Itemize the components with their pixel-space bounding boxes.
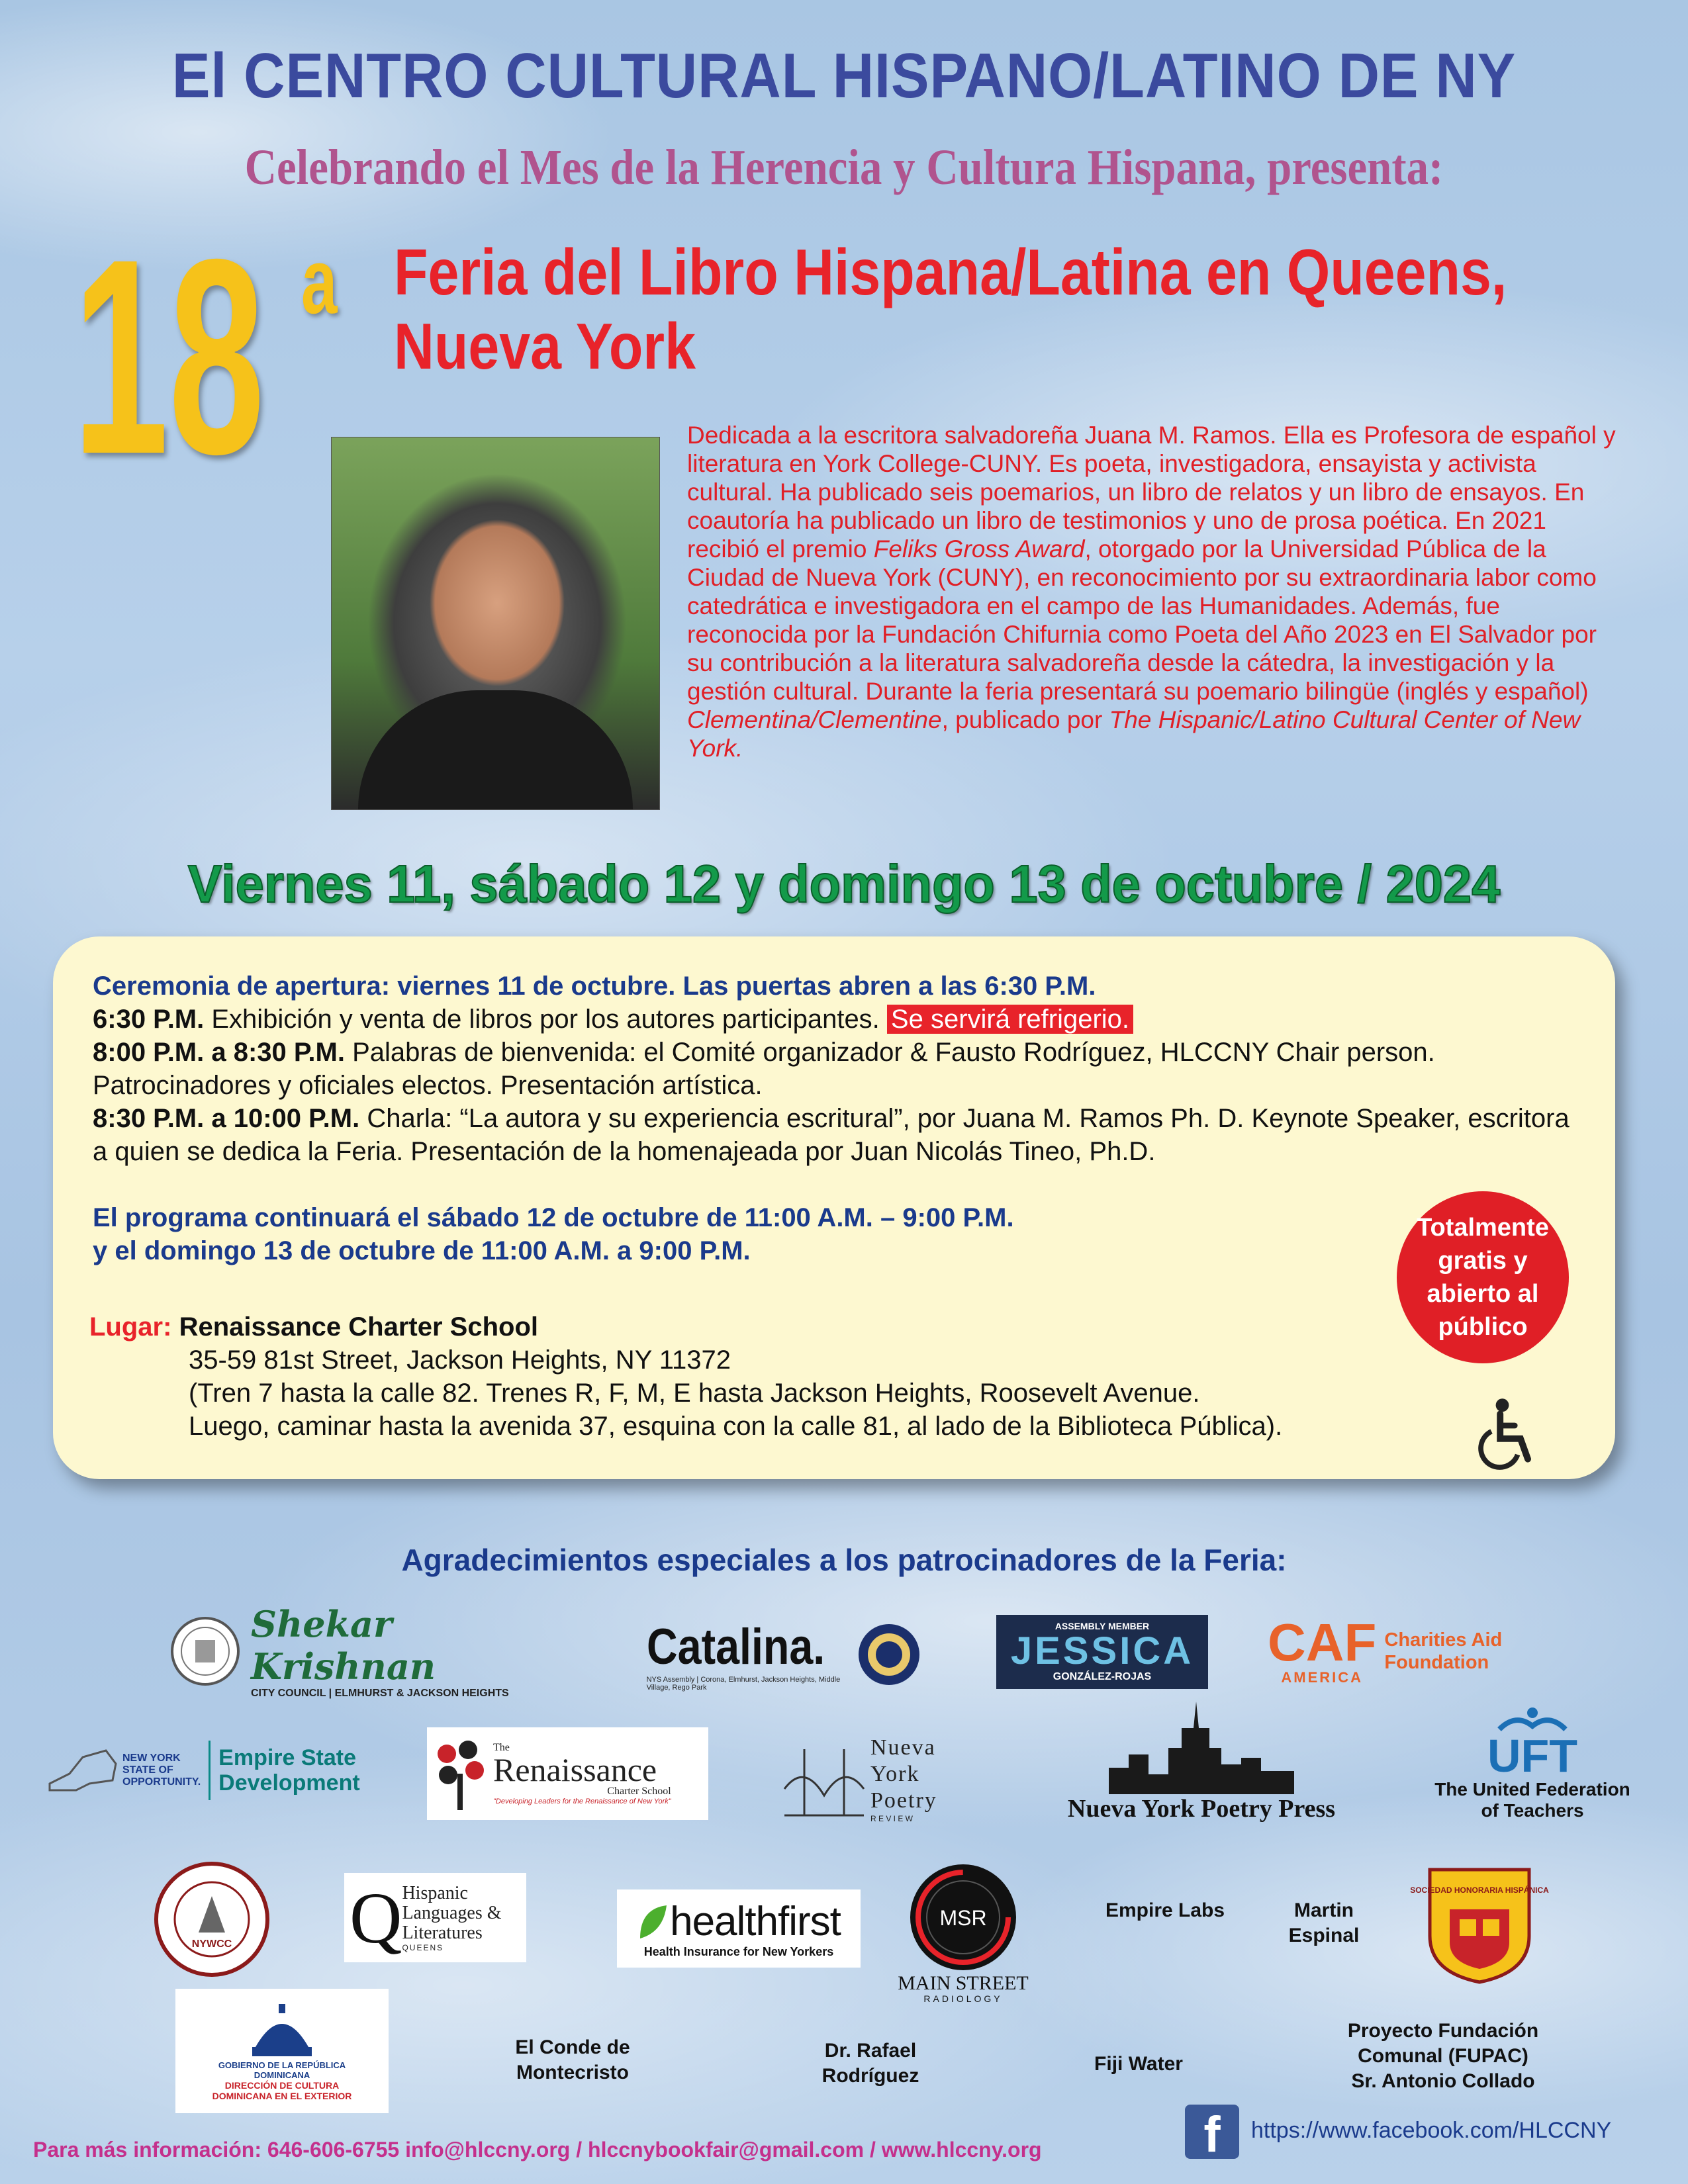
venue-directions-2: Luego, caminar hasta la avenida 37, esquina con la calle 81, al lado de la Biblioteca Pública). [189,1412,1283,1441]
facebook-link[interactable]: https://www.facebook.com/HLCCNY [1251,2118,1612,2143]
ny-state-outline-icon [43,1744,122,1797]
edition-number: 18 [73,202,265,512]
bio-publisher: The Hispanic/Latino Cultural Center of New York. [687,706,1581,762]
sociedad-honoraria-hispanica-crest [1410,1863,1549,1985]
sponsors-heading: Agradecimientos especiales a los patrocinadores de la Feria: [401,1543,1287,1577]
hispanic-languages-literatures-logo [344,1873,526,1962]
nyp-press-name: Nueva York Poetry Press [1067,1794,1336,1823]
bio-book: Clementina/Clementine [687,706,942,733]
renaissance-tagline: "Developing Leaders for the Renaissance of New York" [493,1797,671,1805]
shh-text: SOCIEDAD HONORARIA HISPÁNICA [1410,1886,1549,1895]
msr-circle-icon [907,1861,1019,1974]
nueva-york-poetry-press-logo [1029,1698,1374,1827]
martin-espinal-sponsor: Martin Espinal [1288,1899,1360,1946]
schedule-text-3: Charla: “La autora y su experiencia escritural”, por Juana M. Ramos Ph. D. Keynote Speaker, escritora a quien se dedica la Feria. Presentación de la homenajeada por Juan Nicolás Tineo, Ph.D. [93,1104,1570,1166]
schedule-item-1 [93,1003,1615,1036]
bio-text-2: , otorgado por la Universidad Pública de la Ciudad de Nueva York (CUNY), en reconocimiento por su extraordinaria labor como catedrática e investigadora en el campo de las Humanidades. Además, fue reconocida por la Fundación Chifurnia como Poeta del Año 2023 en El Salvador por su contribución a la literatura salvadoreña desde la cátedra, la investigación y la gestión cultural. Durante la feria presentará su poemario bilingüe (inglés y español) [687,535,1597,705]
nywcc-seal-logo [152,1860,271,1979]
bio-text-3: , publicado por [941,706,1109,733]
hll-q: Q [350,1877,402,1958]
shekar-name: Shekar Krishnan [251,1603,436,1688]
refreshment-highlight: Se servirá refrigerio. [887,1005,1133,1034]
fair-title [394,235,1526,383]
msr-name: MAIN STREET [898,1972,1029,1994]
gobierno-top: GOBIERNO DE LA REPÚBLICA DOMINICANA [218,2060,346,2080]
nyc-skyline-icon [1109,1702,1294,1794]
schedule-item-3 [93,1102,1582,1168]
fiji-water-sponsor: Fiji Water [1094,2053,1183,2075]
venue-label: Lugar: [89,1312,172,1342]
wheelchair-accessible-icon [1470,1396,1542,1469]
caf-america-logo [1268,1612,1532,1691]
shekar-sub: CITY COUNCIL | ELMHURST & JACKSON HEIGHTS [251,1688,509,1699]
nyp-review-title: Nueva York Poetry [870,1735,937,1813]
uft-letters: UFT [1487,1730,1578,1782]
fupac-sponsor: Proyecto Fundación Comunal (FUPAC) Sr. Antonio Collado [1347,2020,1539,2092]
uft-book-icon [1493,1706,1572,1733]
fair-title-line1: Feria del Libro Hispana/Latina en Queens, [394,236,1507,308]
jessica-gonzalez-rojas-logo [996,1615,1208,1689]
caf-sub: AMERICA [1281,1669,1364,1686]
celebration-subtitle: Celebrando el Mes de la Herencia y Cultura Hispana, presenta: [244,140,1444,195]
event-dates: Viernes 11, sábado 12 y domingo 13 de octubre / 2024 [187,854,1501,913]
venue-name: Renaissance Charter School [179,1312,538,1342]
esd-right: Empire State Development [218,1745,360,1796]
organization-title: El CENTRO CULTURAL HISPANO/LATINO DE NY [171,40,1517,111]
jessica-sub: GONZÁLEZ-ROJAS [1053,1671,1152,1682]
empire-labs-sponsor: Empire Labs [1105,1899,1225,1921]
contact-info: Para más información: 646-606-6755 info@hlccny.org / hlccnybookfair@gmail.com / www.hlccny.org [33,2138,1042,2161]
esd-left: NEW YORK STATE OF OPPORTUNITY. [122,1752,201,1788]
msr-sub: RADIOLOGY [923,1993,1003,2004]
jessica-name: JESSICA [1010,1629,1194,1672]
msr-text: MSR [939,1906,987,1930]
author-photo [331,437,660,810]
empire-state-development-logo [43,1734,374,1807]
program-continues-1: El programa continuará el sábado 12 de octubre de 11:00 A.M. – 9:00 P.M. [93,1203,1014,1232]
schedule-time-1: 6:30 P.M. [93,1005,205,1034]
caf-text: Charities Aid Foundation [1384,1629,1503,1673]
facebook-icon[interactable]: f [1185,2105,1239,2159]
schedule-time-3: 8:30 P.M. a 10:00 P.M. [93,1104,360,1133]
caf-letters: CAF [1268,1613,1377,1672]
schedule-text-1: Exhibición y venta de libros por los autores participantes. [204,1005,887,1034]
uft-sub: The United Federation of Teachers [1434,1779,1630,1821]
catalina-sub: NYS Assembly | Corona, Elmhurst, Jackson Heights, Middle Village, Rego Park [646,1675,841,1692]
el-conde-sponsor: El Conde de Montecristo [515,2036,630,2083]
healthfirst-sub: Health Insurance for New Yorkers [643,1945,834,1958]
main-street-radiology-logo [890,1856,1036,2009]
free-admission-badge: Totalmente gratis y abierto al público [1397,1191,1569,1363]
tree-icon [427,1734,493,1813]
ny-assembly-seal-icon [856,1621,922,1688]
renaissance-sub: Charter School [607,1786,671,1797]
nueva-york-poetry-review-logo [768,1731,980,1827]
venue-directions-1: (Tren 7 hasta la calle 82. Trenes R, F, M, E hasta Jackson Heights, Roosevelt Avenue. [189,1379,1200,1408]
bio-text-1: Dedicada a la escritora salvadoreña Juana M. Ramos. Ella es Profesora de español y literatura en York College-CUNY. Es poeta, investigadora, ensayista y activista cultural. Ha publicado seis poemarios, un libro de relatos y un libro de ensayos. En coautoría ha publicado un libro de testimonios y uno de prosa poética. En 2021 recibió el premio [687,422,1616,563]
renaissance-the: The [493,1742,510,1753]
bridge-icon [778,1736,870,1822]
leaf-icon [637,1902,670,1942]
bio-award: Feliks Gross Award [873,535,1085,563]
schedule-text-2: Palabras de bienvenida: el Comité organizador & Fausto Rodríguez, HLCCNY Chair person. Patrocinadores y oficiales electos. Presentación artística. [93,1038,1435,1100]
shekar-krishnan-logo [169,1603,579,1699]
program-continues-2: y el domingo 13 de octubre de 11:00 A.M. a 9:00 P.M. [93,1236,751,1265]
hll-title: Hispanic Languages & Literatures [402,1882,502,1943]
healthfirst-logo [617,1889,861,1968]
rafael-rodriguez-sponsor: Dr. Rafael Rodríguez [821,2040,919,2087]
dome-icon [246,2001,318,2060]
hll-sub: QUEENS [402,1942,444,1952]
venue-block [89,1310,1612,1443]
edition-suffix: a [301,229,338,333]
gobierno-sub: DIRECCIÓN DE CULTURA DOMINICANA EN EL EXTERIOR [212,2080,352,2101]
schedule-time-2: 8:00 P.M. a 8:30 P.M. [93,1038,345,1067]
fair-title-line2: Nueva York [394,310,696,383]
opening-ceremony: Ceremonia de apertura: viernes 11 de octubre. Las puertas abren a las 6:30 P.M. [93,972,1096,1001]
renaissance-name: Renaissance [493,1751,657,1788]
republica-dominicana-logo [175,1989,389,2113]
nyp-review-sub: R E V I E W [870,1813,914,1823]
catalina-logo [645,1615,923,1694]
uft-logo [1427,1698,1638,1830]
jessica-top: ASSEMBLY MEMBER [1055,1621,1150,1631]
nyc-seal-icon [169,1615,242,1688]
author-bio [687,421,1624,762]
renaissance-charter-school-logo [427,1727,708,1820]
nywcc-text: NYWCC [191,1938,232,1950]
catalina-name: Catalina. [646,1618,825,1675]
venue-address: 35-59 81st Street, Jackson Heights, NY 11372 [189,1345,731,1375]
healthfirst-name: healthfirst [670,1899,841,1944]
program-schedule [93,970,1615,1267]
schedule-item-2 [93,1036,1615,1102]
